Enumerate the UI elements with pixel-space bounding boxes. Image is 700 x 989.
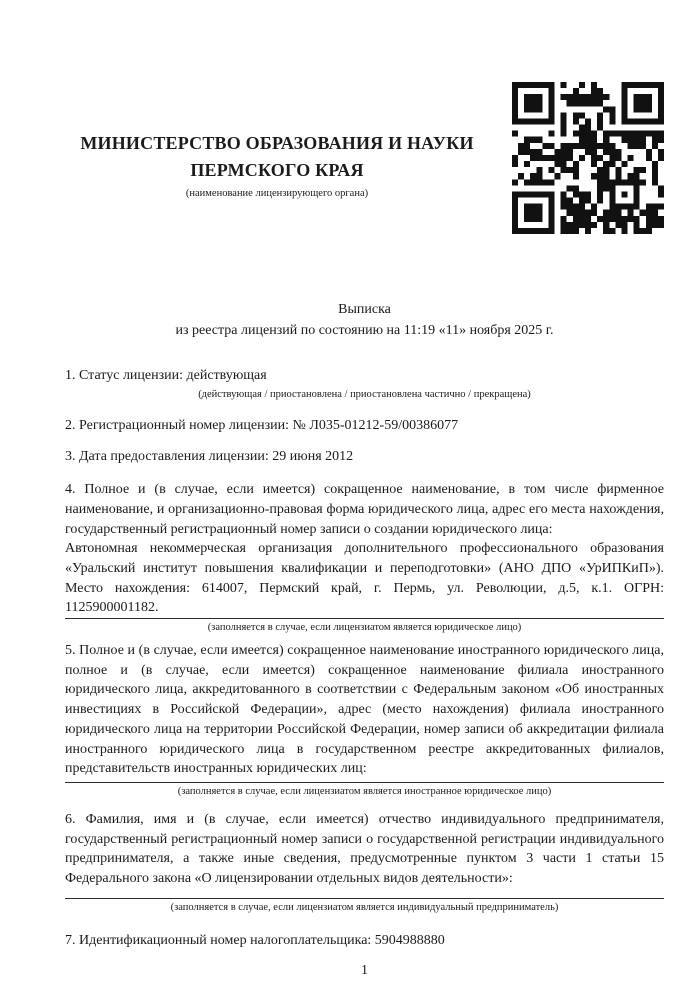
legal-entity-value: Автономная некоммерческая организация дополнительного профессионального образования «Уральский институт повышения квалификации и переподготовки» (АНО ДПО «УрИПКиП»). Место нахождения: 614007, Пермский край, г. Пермь, ул. Революции, д.5, к.1. ОГРН: 1125900001182. — [65, 539, 664, 619]
document-title-line2: из реестра лицензий по состоянию на 11:19 «11» ноября 2025 г. — [175, 322, 554, 338]
legal-entity-note: (заполняется в случае, если лицензиатом является юридическое лицо) — [207, 622, 522, 634]
licensing-authority-block — [65, 82, 489, 201]
document-title — [65, 300, 664, 341]
foreign-entity-note: (заполняется в случае, если лицензиатом является иностранное юридическое лицо) — [177, 785, 552, 797]
legal-entity-question: 4. Полное и (в случае, если имеется) сокращенное наименование, в том числе фирменное наименование, и организационно-правовая форма юридического лица, адрес его места нахождения, государственный регистрационный номер записи о создании юридического лица: — [65, 482, 664, 537]
entrepreneur-note: (заполняется в случае, если лицензиатом является индивидуальный предприниматель) — [170, 901, 559, 913]
license-status-text: 1. Статус лицензии: действующая — [65, 368, 267, 383]
separator-rule — [65, 898, 664, 899]
item-taxpayer-number — [65, 931, 664, 951]
document-header — [65, 0, 664, 234]
document-title-line1: Выписка — [338, 302, 391, 317]
separator-rule — [65, 782, 664, 783]
entrepreneur-question: 6. Фамилия, имя и (в случае, если имеется) отчество индивидуального предпринимателя, государственный регистрационный номер записи о государственной регистрации индивидуального предпринимателя, а также иные сведения, предусмотренные пунктом 3 части 1 статьи 15 Федерального закона «О лицензировании отдельных видов деятельности»: — [65, 811, 664, 887]
item-entrepreneur — [65, 810, 664, 914]
ministry-name-line1: МИНИСТЕРСТВО ОБРАЗОВАНИЯ И НАУКИ — [80, 133, 474, 153]
registration-number-text: 2. Регистрационный номер лицензии: № Л035-01212-59/00386077 — [65, 417, 459, 433]
license-status-note: (действующая / приостановлена / приостановлена частично / прекращена) — [198, 388, 531, 400]
foreign-entity-question: 5. Полное и (в случае, если имеется) сокращенное наименование иностранного юридического лица, полное и (в случае, если имеется) сокращенное наименование филиала иностранного юридического лица, аккредитованного в соответствии с Федеральным законом «Об иностранных инвестициях в Российской Федерации», адрес (место нахождения) филиала иностранного юридического лица на территории Российской Федерации, номер записи об аккредитации филиала иностранного юридического лица в государственном реестре аккредитованных филиалов, представительств иностранных юридических лиц: — [65, 643, 664, 777]
taxpayer-number-text: 7. Идентификационный номер налогоплательщика: 5904988880 — [65, 932, 445, 948]
item-registration-number — [65, 416, 664, 436]
item-legal-entity — [65, 480, 664, 634]
item-foreign-entity — [65, 641, 664, 798]
authority-caption: (наименование лицензирующего органа) — [185, 188, 369, 199]
page-number: 1 — [361, 963, 368, 979]
grant-date-text: 3. Дата предоставления лицензии: 29 июня 2012 — [65, 449, 354, 465]
item-grant-date — [65, 447, 664, 467]
qr-code-icon — [512, 82, 664, 234]
ministry-name-line2: ПЕРМСКОГО КРАЯ — [190, 160, 364, 180]
item-license-status — [65, 366, 664, 401]
